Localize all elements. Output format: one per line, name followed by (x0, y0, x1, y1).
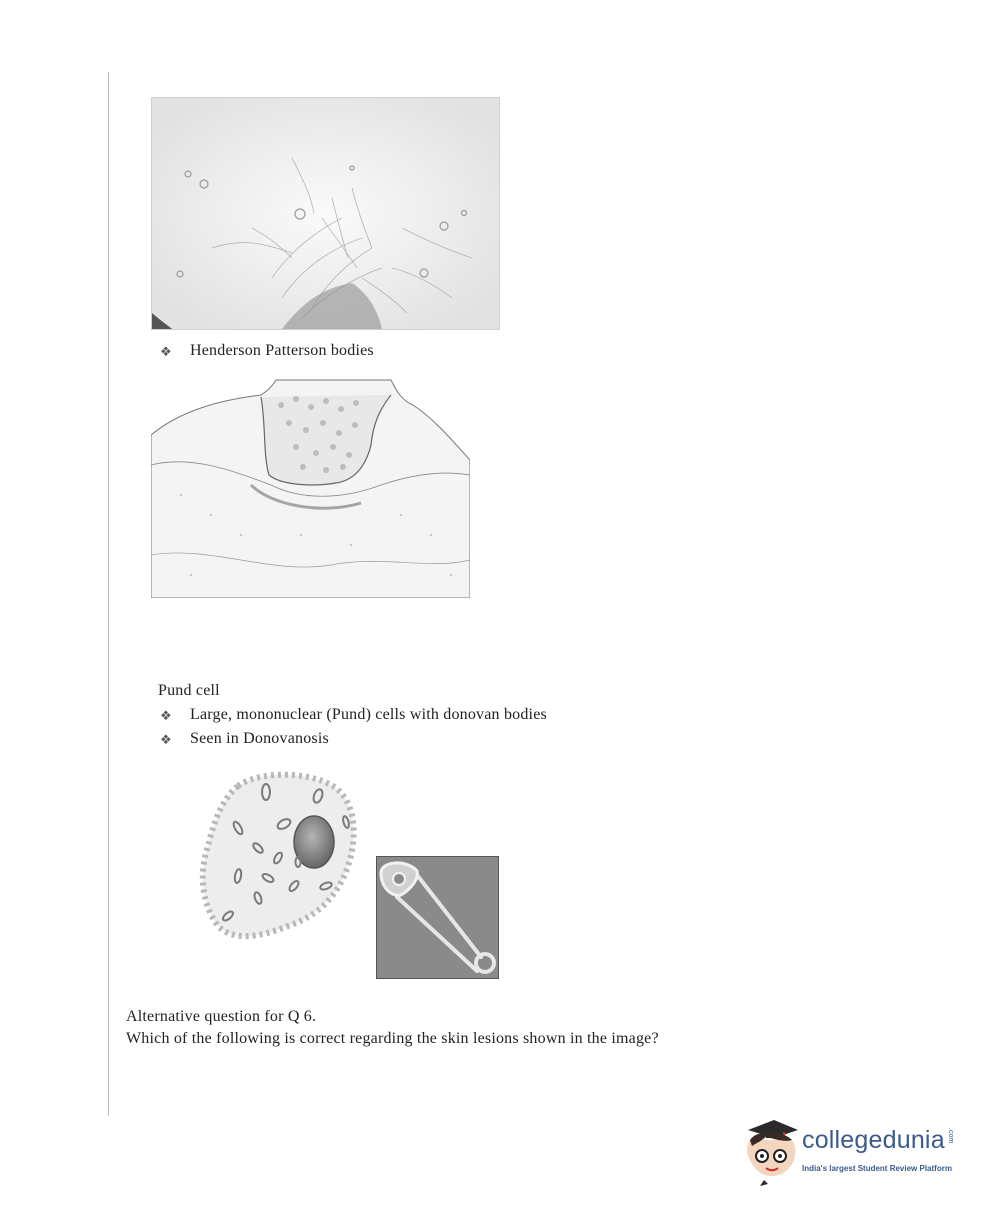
page-margin-rule (108, 72, 109, 1116)
collegedunia-logo (740, 1116, 970, 1188)
alternative-question-label: Alternative question for Q 6. (126, 1008, 317, 1025)
pund-cell-illustration (198, 766, 360, 942)
molluscum-histology-image (151, 375, 470, 598)
mascot-icon (740, 1116, 804, 1188)
bullet-donovanosis: Seen in Donovanosis (190, 730, 329, 747)
bullet-henderson-patterson: Henderson Patterson bodies (190, 342, 374, 359)
skin-lesions-photo (151, 97, 500, 330)
logo-wordmark: collegedunia (802, 1126, 945, 1154)
logo-suffix: .com (947, 1128, 954, 1144)
diamond-dots-icon: ❖ (160, 732, 172, 747)
pund-cell-heading: Pund cell (158, 682, 220, 699)
question-text: Which of the following is correct regarding the skin lesions shown in the image? (126, 1030, 659, 1047)
diamond-dots-icon: ❖ (160, 344, 172, 359)
safety-pin-icon (376, 856, 499, 979)
diamond-dots-icon: ❖ (160, 708, 172, 723)
logo-tagline: India's largest Student Review Platform (802, 1164, 952, 1173)
bullet-pund-cells: Large, mononuclear (Pund) cells with donovan bodies (190, 706, 547, 723)
